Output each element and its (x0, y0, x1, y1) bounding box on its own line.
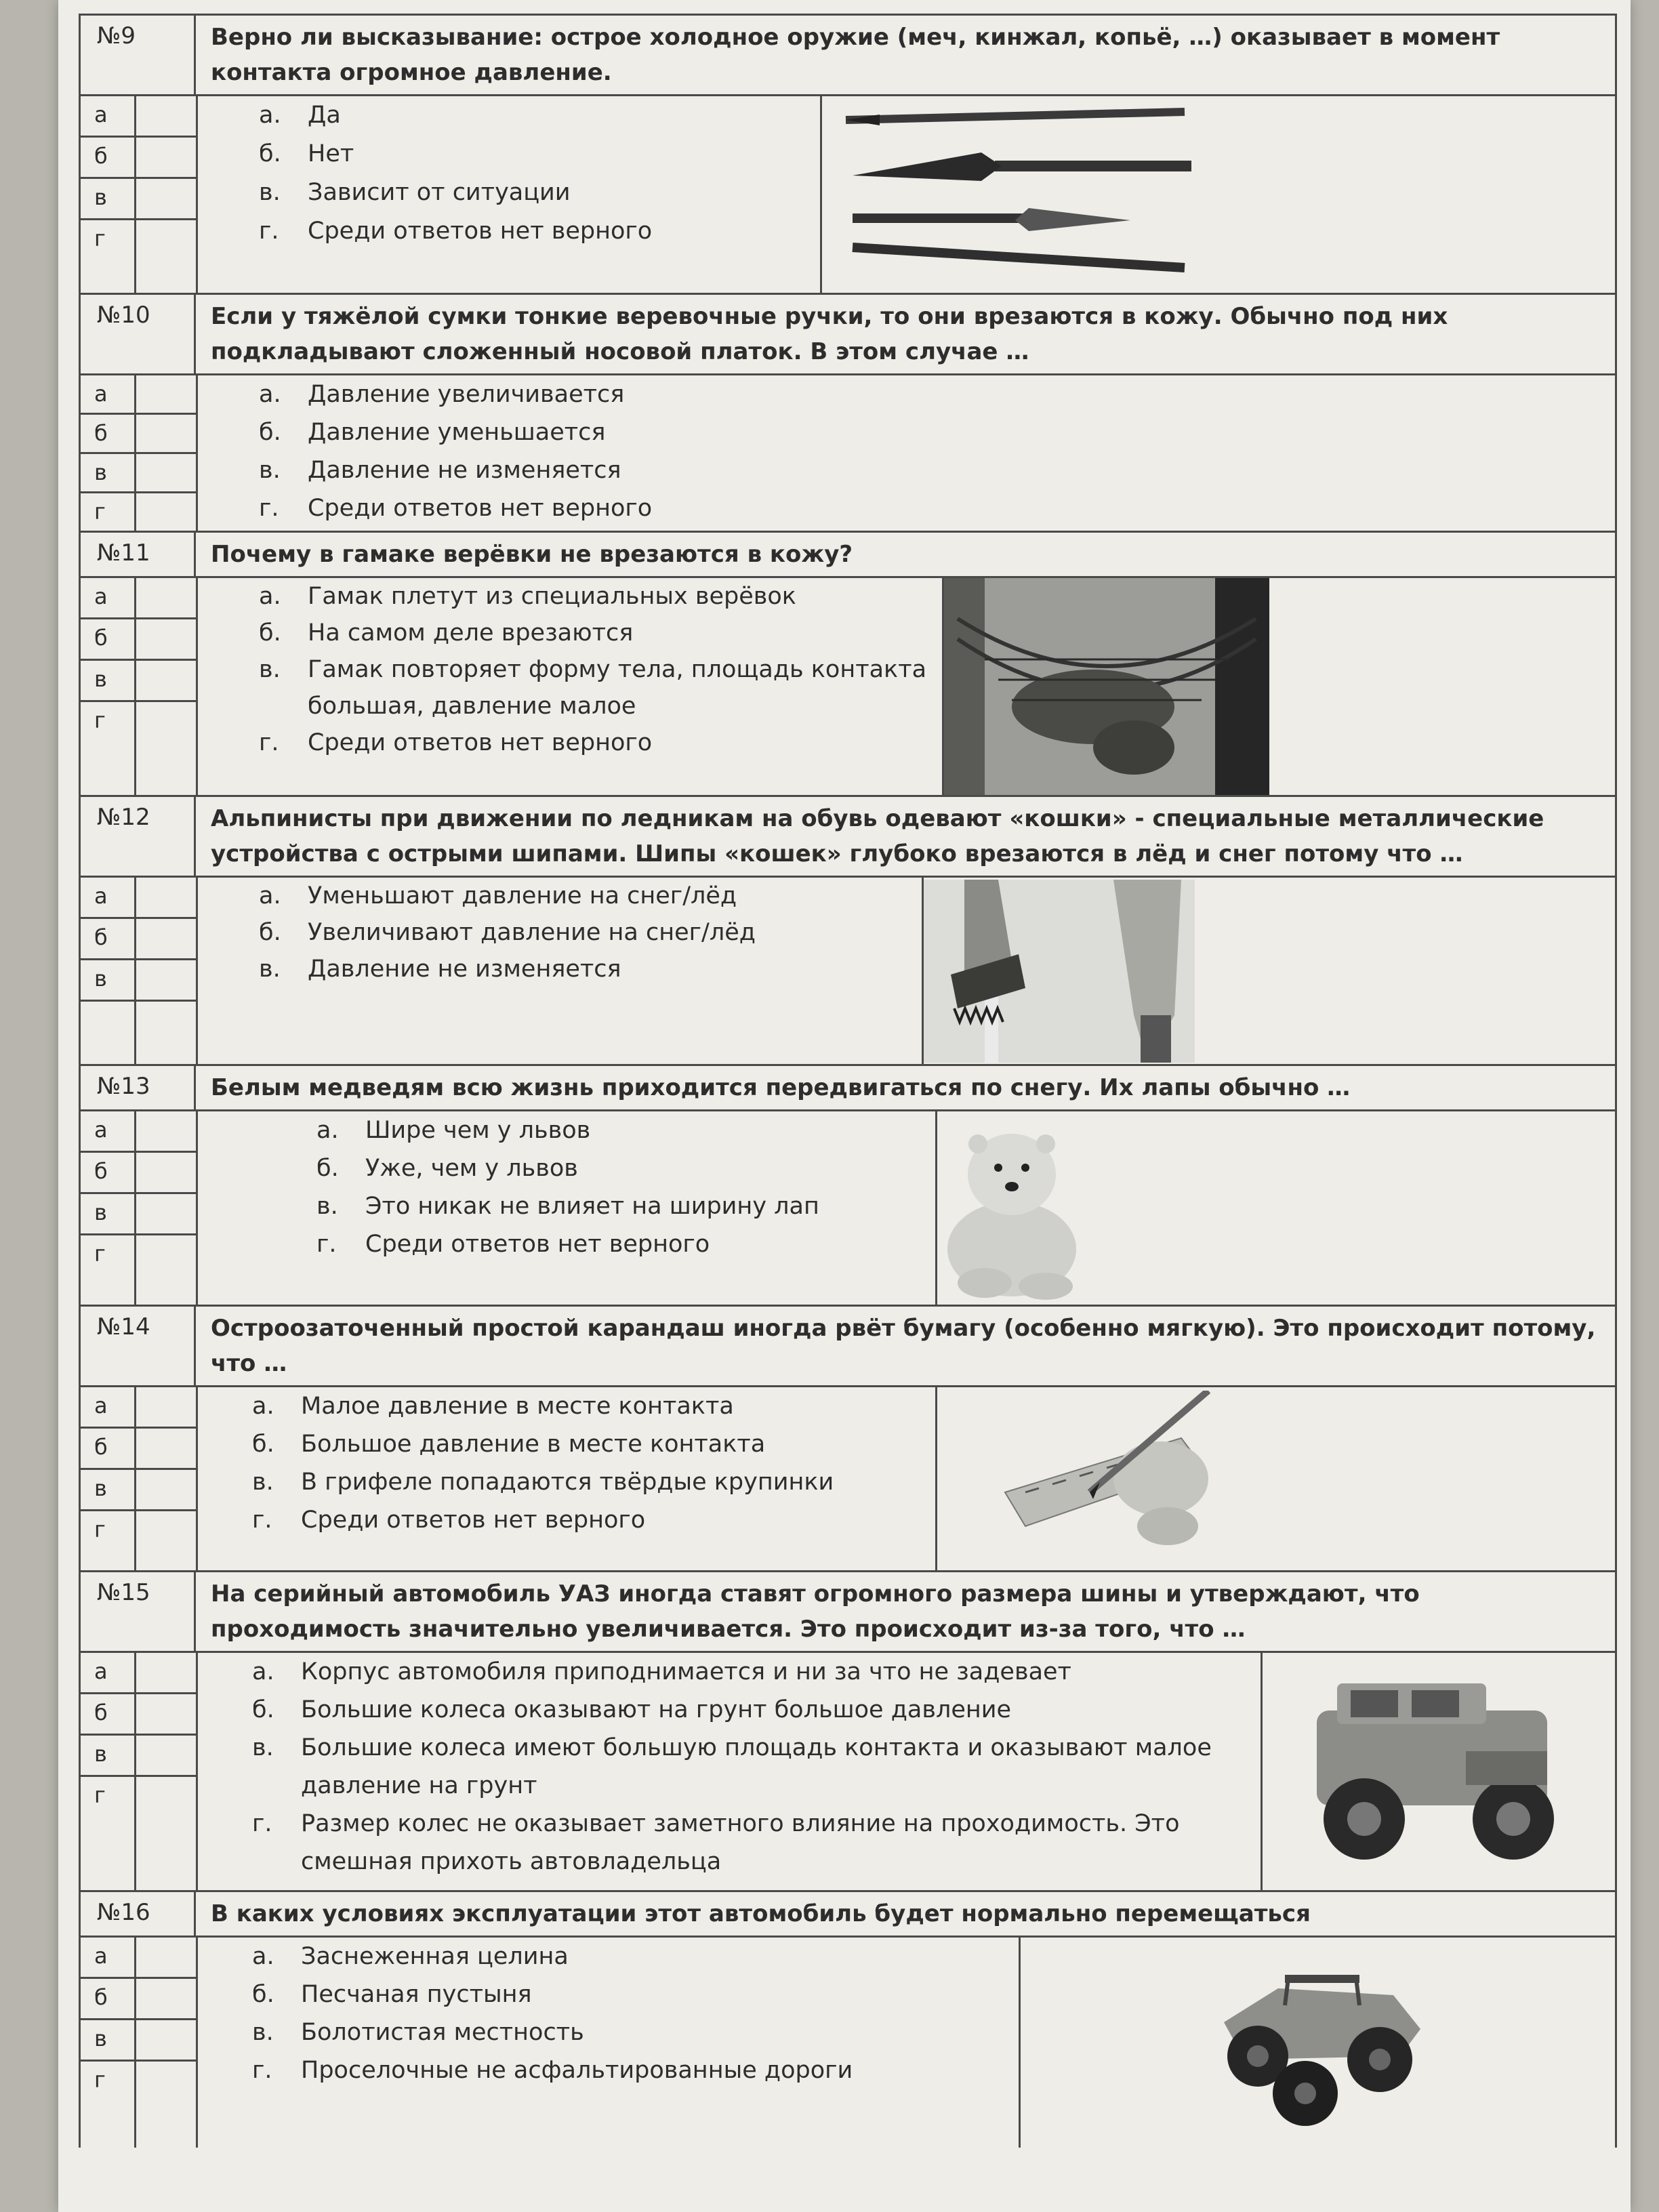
question-number: №9 (81, 16, 196, 94)
option: б. Нет (259, 140, 354, 167)
answer-letter: б (81, 138, 136, 177)
question-13 (79, 1066, 1617, 1307)
answer-letter: в (81, 1736, 136, 1775)
paper-sheet (58, 0, 1631, 2212)
pencil-image (935, 1387, 1615, 1570)
option: г. Среди ответов нет верного (259, 729, 653, 756)
question-12 (79, 797, 1617, 1066)
answer-letter: в (81, 179, 136, 218)
option: б. Большое давление в месте контакта (252, 1431, 766, 1458)
answer-letter: г (81, 1777, 136, 1890)
crampons-image (922, 878, 1615, 1064)
option: а. Малое давление в месте контакта (252, 1393, 734, 1420)
option: в. Зависит от ситуации (259, 179, 571, 206)
option: в. В грифеле попадаются твёрдые крупинки (252, 1469, 834, 1496)
option: а. Шире чем у львов (316, 1117, 591, 1144)
answer-letter: г (81, 702, 136, 795)
option: б. Давление уменьшается (259, 419, 606, 446)
question-text: В каких условиях эксплуатации этот автомобиль будет нормально перемещаться (211, 1900, 1311, 1927)
answer-letter: в (81, 960, 136, 1000)
answer-letter: а (81, 1653, 136, 1692)
answer-letter: г (81, 1511, 136, 1570)
option: а. Заснеженная целина (252, 1943, 569, 1970)
option: б. Уже, чем у львов (316, 1155, 578, 1182)
option: г. Среди ответов нет верного (259, 495, 653, 522)
question-number: №11 (81, 533, 196, 576)
answer-letter: а (81, 1111, 136, 1151)
answer-letter: а (81, 578, 136, 617)
question-text: Верно ли высказывание: острое холодное оружие (меч, кинжал, копьё, …) оказывает в момент контакта огромное давление. (211, 24, 1500, 86)
option: в. Гамак повторяет форму тела, площадь контакта большая, давление малое (259, 656, 927, 720)
answer-letter: г (81, 493, 136, 531)
answer-letter: а (81, 1938, 136, 1977)
question-16 (79, 1892, 1617, 2148)
option: в. Болотистая местность (252, 2019, 584, 2046)
answer-letter: б (81, 1429, 136, 1468)
polar-bear-image (935, 1111, 1615, 1305)
option: а. Гамак плетут из специальных верёвок (259, 583, 796, 610)
question-number: №14 (81, 1307, 196, 1385)
question-9 (79, 14, 1617, 295)
answer-letter: в (81, 1194, 136, 1233)
test-table (79, 14, 1617, 2148)
question-number: №10 (81, 295, 196, 373)
option: а. Корпус автомобиля приподнимается и ни за что не задевает (252, 1658, 1071, 1685)
answer-letter: а (81, 1387, 136, 1427)
option: а. Уменьшают давление на снег/лёд (259, 882, 737, 909)
question-15 (79, 1572, 1617, 1892)
question-number: №15 (81, 1572, 196, 1651)
option: в. Давление не изменяется (259, 457, 621, 484)
option: г. Размер колес не оказывает заметного влияние на проходимость. Это смешная прихоть автовладельца (252, 1810, 1180, 1875)
question-number: №13 (81, 1066, 196, 1109)
answer-letter: г (81, 1235, 136, 1305)
question-text: На серийный автомобиль УАЗ иногда ставят огромного размера шины и утверждают, что проходимость значительно увеличивается. Это происходит из-за того, что … (211, 1580, 1420, 1643)
option: а. Давление увеличивается (259, 381, 625, 408)
question-text: Альпинисты при движении по ледникам на обувь одевают «кошки» - специальные металлические устройства с острыми шипами. Шипы «кошек» глубоко врезаются в лёд и снег потому что … (211, 805, 1544, 867)
question-text: Если у тяжёлой сумки тонкие веревочные ручки, то они врезаются в кожу. Обычно под них подкладывают сложенный носовой платок. В этом случае … (211, 303, 1448, 365)
question-10 (79, 295, 1617, 533)
question-14 (79, 1307, 1617, 1572)
question-number: №12 (81, 797, 196, 876)
option: г. Проселочные не асфальтированные дороги (252, 2057, 853, 2084)
question-text: Белым медведям всю жизнь приходится передвигаться по снегу. Их лапы обычно … (211, 1074, 1351, 1101)
answer-letter: в (81, 2020, 136, 2060)
answer-letter: б (81, 919, 136, 958)
question-text: Остроозаточенный простой карандаш иногда рвёт бумагу (особенно мягкую). Это происходит потому, что … (211, 1315, 1596, 1377)
question-number: №16 (81, 1892, 196, 1936)
option: б. Увеличивают давление на снег/лёд (259, 919, 756, 946)
answer-letter: в (81, 1470, 136, 1509)
answer-letter: б (81, 619, 136, 659)
answer-letter: в (81, 661, 136, 700)
answer-letter: а (81, 96, 136, 136)
answer-letter: а (81, 375, 136, 413)
option: в. Это никак не влияет на ширину лап (316, 1193, 819, 1220)
answer-letter: б (81, 415, 136, 452)
option: б. На самом деле врезаются (259, 619, 634, 647)
option: б. Большие колеса оказывают на грунт большое давление (252, 1696, 1012, 1723)
option: г. Среди ответов нет верного (252, 1507, 646, 1534)
option: в. Давление не изменяется (259, 956, 621, 983)
hammock-image (942, 578, 1615, 795)
answer-letter: б (81, 1694, 136, 1734)
option: г. Среди ответов нет верного (316, 1231, 710, 1258)
option: а. Да (259, 102, 341, 129)
question-text: Почему в гамаке верёвки не врезаются в кожу? (211, 541, 853, 568)
option: б. Песчаная пустыня (252, 1981, 532, 2008)
answer-letter: г (81, 2062, 136, 2148)
answer-letter: г (81, 220, 136, 293)
answer-letter: а (81, 878, 136, 917)
answer-letter: в (81, 454, 136, 491)
spears-image (820, 96, 1615, 293)
option: г. Среди ответов нет верного (259, 218, 653, 245)
question-11 (79, 533, 1617, 797)
option: в. Большие колеса имеют большую площадь контакта и оказывают малое давление на грунт (252, 1734, 1212, 1799)
answer-letter: б (81, 1979, 136, 2018)
buggy-image (1019, 1938, 1615, 2148)
answer-letter: б (81, 1153, 136, 1192)
uaz-image (1261, 1653, 1615, 1890)
